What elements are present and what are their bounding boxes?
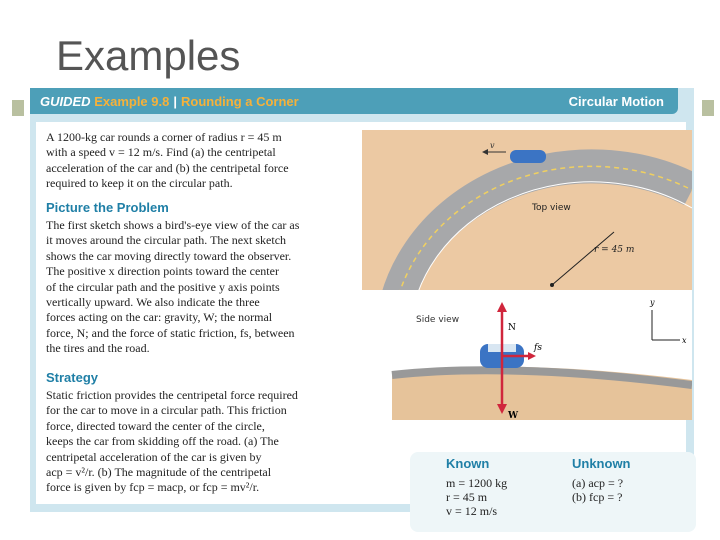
unknown-item: (b) fcp = ? (572, 490, 623, 504)
car-top-view (510, 150, 546, 163)
slide-title: Examples (56, 32, 241, 79)
picture-text (46, 218, 346, 357)
left-deco (12, 100, 24, 116)
guided-example-panel (30, 88, 694, 518)
guided-label: GUIDED (40, 94, 91, 109)
unknown-heading: Unknown (572, 456, 631, 471)
picture-line: vertically upward. We also indicate the three (46, 295, 260, 310)
strategy-text (46, 388, 346, 496)
example-header (30, 88, 678, 114)
problem-line: A 1200-kg car rounds a corner of radius r = 45 m (46, 130, 282, 144)
example-title (40, 94, 299, 109)
radius-label: r = 45 m (594, 245, 635, 255)
picture-line: the tires and the road. (46, 341, 150, 356)
picture-line: force, N; and the force of static friction, fs, between (46, 325, 295, 340)
example-number: Example 9.8 (94, 94, 170, 109)
normal-force-label: N (508, 323, 516, 333)
unknown-item: (a) acp = ? (572, 476, 624, 490)
picture-line: of the circular path and the positive y axis points (46, 279, 280, 294)
strategy-line: centripetal acceleration of the car is given by (46, 449, 262, 464)
velocity-label: v (490, 141, 495, 150)
strategy-heading: Strategy (46, 370, 99, 385)
picture-line: it moves around the circular path. The next sketch (46, 233, 287, 248)
weight-label: W (508, 411, 519, 420)
strategy-line: Static friction provides the centripetal force required (46, 388, 298, 402)
strategy-line: for the car to move in a circular path. This friction (46, 403, 287, 418)
picture-line: shows the car moving directly toward the observer. (46, 248, 292, 263)
strategy-line: force is given by fcp = macp, or fcp = mv²/r. (46, 480, 260, 495)
strategy-line: keeps the car from skidding off the road. (a) The (46, 434, 279, 449)
header-separator: | (173, 94, 177, 109)
picture-heading: Picture the Problem (46, 200, 169, 215)
problem-line: required to keep it on the circular path. (46, 176, 233, 191)
picture-line: forces acting on the car: gravity, W; the normal (46, 310, 273, 325)
problem-line: with a speed v = 12 m/s. Find (a) the centripetal (46, 145, 276, 160)
known-item: v = 12 m/s (446, 504, 498, 518)
side-view-label: Side view (416, 315, 460, 325)
topic-label: Circular Motion (568, 94, 664, 109)
picture-line: The first sketch shows a bird's-eye view of the car as (46, 218, 300, 232)
right-deco (702, 100, 714, 116)
circle-center (550, 283, 554, 287)
known-heading: Known (446, 456, 490, 471)
known-item: r = 45 m (446, 490, 488, 504)
picture-line: The positive x direction points toward the center (46, 264, 279, 279)
known-item: m = 1200 kg (446, 476, 508, 490)
strategy-line: acp = v²/r. (b) The magnitude of the centripetal (46, 465, 272, 480)
x-axis-label: x (682, 336, 687, 345)
friction-label: fs (534, 343, 542, 353)
top-view-label: Top view (532, 203, 571, 213)
problem-line: acceleration of the car and (b) the centripetal force (46, 160, 289, 175)
y-axis-label: y (650, 298, 655, 307)
known-values (446, 476, 507, 518)
problem-text (46, 130, 346, 192)
strategy-line: force, directed toward the center of the circle, (46, 418, 265, 433)
example-name: Rounding a Corner (180, 94, 299, 109)
unknown-values (572, 476, 623, 504)
car-figure (362, 130, 692, 420)
known-unknown-box (410, 452, 696, 532)
